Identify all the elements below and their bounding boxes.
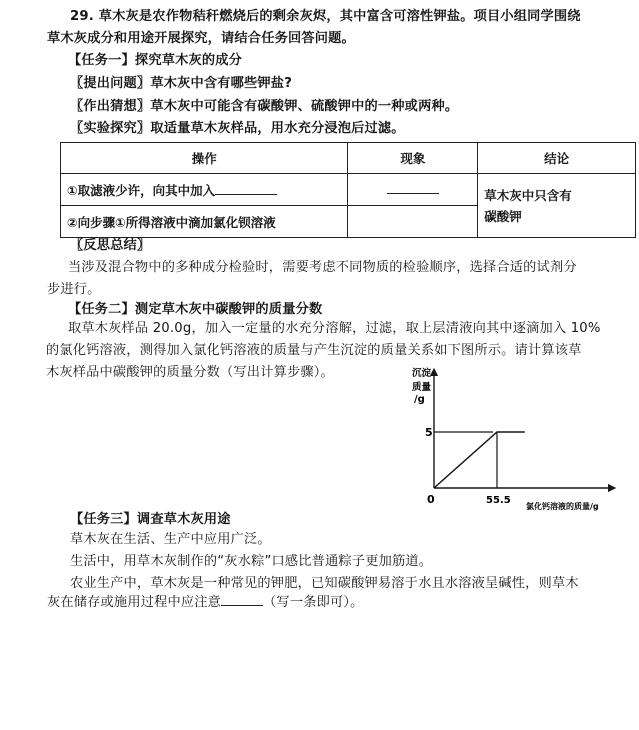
task3-line-3: 农业生产中，草木灰是一种常见的钾肥，已知碳酸钾易溶于水且水溶液呈碱性，则草木 <box>70 576 579 591</box>
task3-line-2: 生活中，用草木灰制作的“灰水粽”口感比普通粽子更加筋道。 <box>70 554 433 569</box>
x-axis-label: 氯化钙溶液的质量/g <box>526 502 599 511</box>
conclusion-line-1: 草木灰中只含有 <box>484 187 572 203</box>
experiment: 〖实验探究〗取适量草木灰样品，用水充分浸泡后过滤。 <box>70 121 405 136</box>
task3-line-4 <box>47 594 364 612</box>
y-tick-label: 5 <box>425 426 433 439</box>
task2-title: 【任务二】测定草木灰中碳酸钾的质量分数 <box>68 302 323 317</box>
hypothesis: 〖作出猜想〗草木灰中可能含有碳酸钾、硫酸钾中的一种或两种。 <box>70 99 459 114</box>
task1-title: 【任务一】探究草木灰的成分 <box>68 53 243 68</box>
y-axis-label-1: 沉淀 <box>412 368 432 379</box>
reflection-line-1: 当涉及混合物中的多种成分检验时，需要考虑不同物质的检验顺序，选择合适的试剂分 <box>68 260 577 275</box>
task3-title: 【任务三】调查草木灰用途 <box>70 512 231 527</box>
task2-line-1: 取草木灰样品 20.0g，加入一定量的水充分溶解，过滤，取上层清液向其中逐滴加入 10% <box>68 321 601 336</box>
table-header-operation: 操作 <box>61 143 348 174</box>
series-line <box>434 432 525 488</box>
task2-line-3: 木灰样品中碳酸钾的质量分数（写出计算步骤）。 <box>46 365 334 380</box>
y-axis-label-2: 质量 <box>412 382 432 393</box>
row1-operation-text: ①取滤液少许，向其中加入 <box>67 182 216 198</box>
intro-line-1: 29. 草木灰是农作物秸秆燃烧后的剩余灰烬，其中富含可溶性钾盐。项目小组同学围绕 <box>70 9 581 24</box>
intro-line-2: 草木灰成分和用途开展探究，请结合任务回答问题。 <box>47 31 355 46</box>
y-axis-label-3: /g <box>414 394 425 405</box>
task2-line-2: 的氯化钙溶液，测得加入氯化钙溶液的质量与产生沉淀的质量关系如下图所示。请计算该草 <box>46 343 582 358</box>
raise-question: 〖提出问题〗草木灰中含有哪些钾盐? <box>70 76 293 91</box>
task3-line-4-end: （写一条即可）。 <box>263 595 364 610</box>
reflection-title: 〖反思总结〗 <box>70 238 151 253</box>
storage-answer-blank[interactable] <box>221 605 263 606</box>
table-row-2-operation: ②向步骤①所得溶液中滴加氯化钡溶液 <box>61 206 348 238</box>
reflection-line-2: 步进行。 <box>47 282 101 297</box>
x-tick-label: 55.5 <box>486 495 511 506</box>
table-header-conclusion: 结论 <box>478 143 636 174</box>
table-header-phenomenon: 现象 <box>348 143 478 174</box>
origin-label: 0 <box>427 493 435 506</box>
task3-line-4-text: 灰在储存或施用过程中应注意 <box>47 595 222 610</box>
task3-line-1: 草木灰在生活、生产中应用广泛。 <box>70 532 271 547</box>
conclusion-line-2: 碳酸钾 <box>484 208 522 224</box>
